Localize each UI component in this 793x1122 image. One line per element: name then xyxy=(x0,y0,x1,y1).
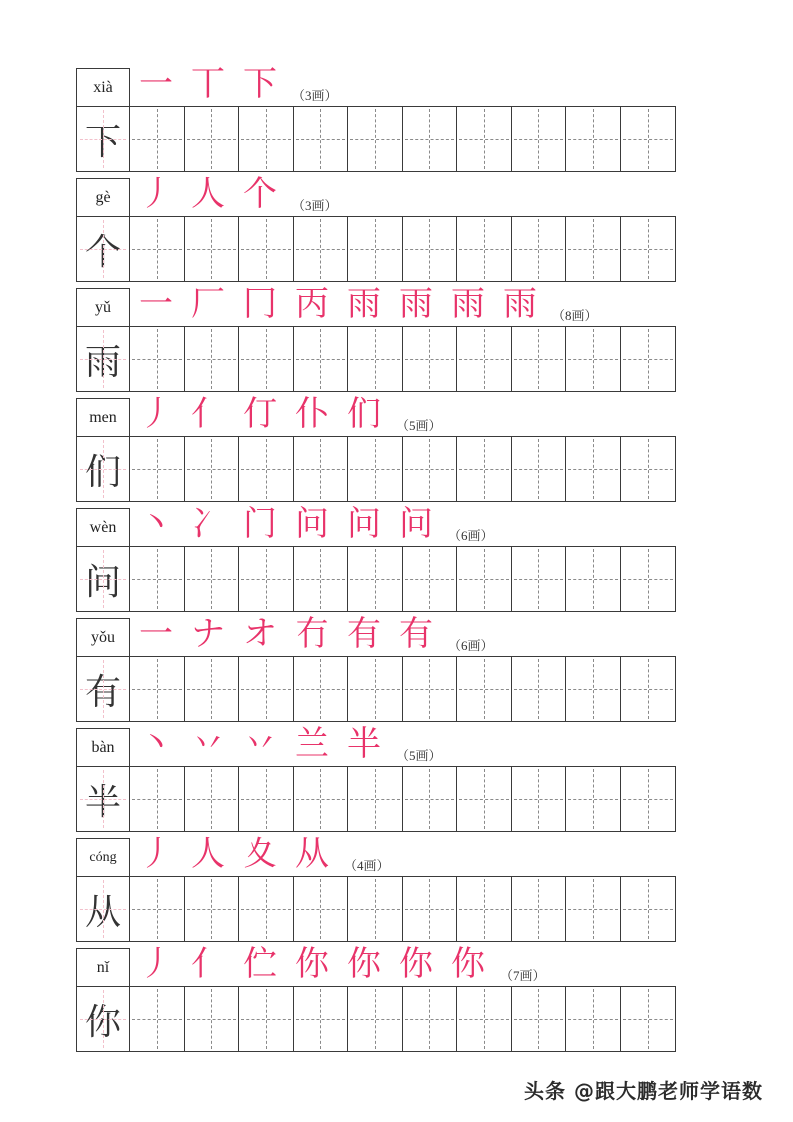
practice-cell[interactable] xyxy=(348,987,403,1051)
character-header-box xyxy=(76,398,130,502)
stroke-step: 你 xyxy=(295,944,329,984)
practice-cell[interactable] xyxy=(348,767,403,831)
practice-cell[interactable] xyxy=(566,657,621,721)
practice-cell[interactable] xyxy=(348,877,403,941)
stroke-step: 兰 xyxy=(295,724,329,764)
target-character: 问 xyxy=(77,547,129,611)
practice-cell[interactable] xyxy=(348,217,403,281)
pinyin-label: cóng xyxy=(77,839,129,877)
practice-cell[interactable] xyxy=(566,327,621,391)
practice-cell[interactable] xyxy=(403,107,458,171)
practice-grid xyxy=(130,216,676,282)
practice-cell[interactable] xyxy=(403,327,458,391)
stroke-step: 问 xyxy=(399,504,433,544)
stroke-step: 下 xyxy=(243,64,277,104)
stroke-order-strip xyxy=(130,390,442,438)
practice-cell[interactable] xyxy=(566,767,621,831)
practice-cell[interactable] xyxy=(239,107,294,171)
target-character: 从 xyxy=(77,877,129,941)
stroke-step: 从 xyxy=(295,834,329,874)
stroke-step: 雨 xyxy=(503,284,537,324)
pinyin-label: yǔ xyxy=(77,289,129,327)
practice-cell[interactable] xyxy=(185,107,240,171)
practice-cell[interactable] xyxy=(185,327,240,391)
character-header-box xyxy=(76,68,130,172)
practice-cell[interactable] xyxy=(457,107,512,171)
practice-cell[interactable] xyxy=(294,327,349,391)
stroke-step: 有 xyxy=(347,614,381,654)
target-character: 有 xyxy=(77,657,129,721)
practice-cell[interactable] xyxy=(512,547,567,611)
practice-cell[interactable] xyxy=(566,107,621,171)
pinyin-label: men xyxy=(77,399,129,437)
stroke-step: 丙 xyxy=(295,284,329,324)
practice-cell[interactable] xyxy=(130,877,185,941)
stroke-step: 丷 xyxy=(243,724,277,764)
stroke-step: 亻 xyxy=(191,394,225,434)
practice-cell[interactable] xyxy=(457,657,512,721)
practice-cell[interactable] xyxy=(185,547,240,611)
stroke-step: 伫 xyxy=(243,944,277,984)
character-practice-row xyxy=(76,64,676,176)
character-practice-row xyxy=(76,944,676,1056)
stroke-order-strip xyxy=(130,280,598,328)
practice-cell[interactable] xyxy=(185,657,240,721)
target-character: 个 xyxy=(77,217,129,281)
stroke-count-label: （6画） xyxy=(448,638,494,653)
practice-cell[interactable] xyxy=(130,217,185,281)
stroke-step: 丿 xyxy=(139,944,173,984)
practice-cell[interactable] xyxy=(621,107,676,171)
character-header-box xyxy=(76,618,130,722)
stroke-step: 丿 xyxy=(139,174,173,214)
character-practice-row xyxy=(76,504,676,616)
practice-cell[interactable] xyxy=(512,877,567,941)
stroke-step: 冫 xyxy=(191,504,225,544)
practice-cell[interactable] xyxy=(457,437,512,501)
practice-cell[interactable] xyxy=(512,767,567,831)
practice-cell[interactable] xyxy=(294,547,349,611)
practice-cell[interactable] xyxy=(294,987,349,1051)
practice-cell[interactable] xyxy=(621,217,676,281)
practice-cell[interactable] xyxy=(294,657,349,721)
practice-cell[interactable] xyxy=(566,877,621,941)
practice-cell[interactable] xyxy=(130,657,185,721)
practice-grid xyxy=(130,326,676,392)
practice-cell[interactable] xyxy=(185,437,240,501)
target-character: 雨 xyxy=(77,327,129,391)
character-header-box xyxy=(76,728,130,832)
stroke-count-label: （3画） xyxy=(292,88,338,103)
stroke-step: 门 xyxy=(243,504,277,544)
practice-cell[interactable] xyxy=(403,987,458,1051)
practice-cell[interactable] xyxy=(348,107,403,171)
practice-cell[interactable] xyxy=(348,547,403,611)
stroke-step: 个 xyxy=(243,174,277,214)
stroke-count-label: （6画） xyxy=(448,528,494,543)
practice-cell[interactable] xyxy=(403,217,458,281)
practice-cell[interactable] xyxy=(294,767,349,831)
stroke-order-strip xyxy=(130,60,338,108)
stroke-order-strip xyxy=(130,940,546,988)
practice-cell[interactable] xyxy=(566,987,621,1051)
practice-cell[interactable] xyxy=(512,987,567,1051)
stroke-order-strip xyxy=(130,720,442,768)
stroke-order-strip xyxy=(130,170,338,218)
stroke-step: 仆 xyxy=(295,394,329,434)
practice-cell[interactable] xyxy=(130,987,185,1051)
pinyin-label: yǒu xyxy=(77,619,129,657)
practice-cell[interactable] xyxy=(348,657,403,721)
watermark-text: 头条 @跟大鹏老师学语数 xyxy=(524,1079,763,1103)
practice-cell[interactable] xyxy=(403,877,458,941)
practice-cell[interactable] xyxy=(512,107,567,171)
stroke-step: ナ xyxy=(191,614,225,654)
practice-cell[interactable] xyxy=(294,217,349,281)
practice-cell[interactable] xyxy=(512,657,567,721)
stroke-step: 冇 xyxy=(295,614,329,654)
practice-cell[interactable] xyxy=(621,437,676,501)
practice-cell[interactable] xyxy=(239,877,294,941)
pinyin-label: nǐ xyxy=(77,949,129,987)
stroke-count-label: （8画） xyxy=(552,308,598,323)
practice-cell[interactable] xyxy=(621,657,676,721)
practice-cell[interactable] xyxy=(239,547,294,611)
stroke-step: 们 xyxy=(347,394,381,434)
pinyin-label: xià xyxy=(77,69,129,107)
stroke-step: 你 xyxy=(451,944,485,984)
practice-cell[interactable] xyxy=(403,657,458,721)
practice-cell[interactable] xyxy=(457,327,512,391)
practice-grid xyxy=(130,106,676,172)
character-header-box xyxy=(76,288,130,392)
stroke-step: 厂 xyxy=(191,284,225,324)
stroke-step: 冂 xyxy=(243,284,277,324)
practice-cell[interactable] xyxy=(239,217,294,281)
practice-cell[interactable] xyxy=(512,217,567,281)
stroke-step: 一 xyxy=(139,614,173,654)
stroke-step: 人 xyxy=(191,174,225,214)
stroke-step: 你 xyxy=(347,944,381,984)
practice-cell[interactable] xyxy=(294,437,349,501)
stroke-step: 半 xyxy=(347,724,381,764)
practice-cell[interactable] xyxy=(566,437,621,501)
practice-grid xyxy=(130,876,676,942)
practice-cell[interactable] xyxy=(239,657,294,721)
practice-cell[interactable] xyxy=(403,437,458,501)
practice-grid xyxy=(130,656,676,722)
practice-cell[interactable] xyxy=(239,987,294,1051)
stroke-count-label: （3画） xyxy=(292,198,338,213)
practice-cell[interactable] xyxy=(457,877,512,941)
practice-cell[interactable] xyxy=(621,767,676,831)
practice-grid xyxy=(130,436,676,502)
character-row-list xyxy=(76,64,676,1058)
stroke-step: 问 xyxy=(347,504,381,544)
character-practice-row xyxy=(76,394,676,506)
stroke-order-strip xyxy=(130,830,390,878)
practice-cell[interactable] xyxy=(457,217,512,281)
character-header-box xyxy=(76,838,130,942)
practice-cell[interactable] xyxy=(621,877,676,941)
stroke-step: 问 xyxy=(295,504,329,544)
practice-cell[interactable] xyxy=(185,987,240,1051)
stroke-step: 丅 xyxy=(191,64,225,104)
stroke-step: 一 xyxy=(139,284,173,324)
stroke-step: 雨 xyxy=(347,284,381,324)
stroke-step: 有 xyxy=(399,614,433,654)
stroke-step: 一 xyxy=(139,64,173,104)
stroke-step: 丷 xyxy=(191,724,225,764)
practice-cell[interactable] xyxy=(130,107,185,171)
practice-cell[interactable] xyxy=(621,547,676,611)
stroke-step: 仃 xyxy=(243,394,277,434)
target-character: 半 xyxy=(77,767,129,831)
practice-cell[interactable] xyxy=(621,987,676,1051)
practice-cell[interactable] xyxy=(621,327,676,391)
practice-cell[interactable] xyxy=(185,217,240,281)
practice-grid xyxy=(130,546,676,612)
practice-cell[interactable] xyxy=(403,767,458,831)
stroke-step: 丶 xyxy=(139,724,173,764)
stroke-order-strip xyxy=(130,500,494,548)
practice-cell[interactable] xyxy=(566,547,621,611)
pinyin-label: gè xyxy=(77,179,129,217)
stroke-count-label: （5画） xyxy=(396,748,442,763)
practice-cell[interactable] xyxy=(185,877,240,941)
stroke-step: 人 xyxy=(191,834,225,874)
stroke-step: 雨 xyxy=(399,284,433,324)
practice-cell[interactable] xyxy=(512,327,567,391)
stroke-step: 亻 xyxy=(191,944,225,984)
practice-cell[interactable] xyxy=(130,547,185,611)
target-character: 们 xyxy=(77,437,129,501)
practice-cell[interactable] xyxy=(294,877,349,941)
practice-cell[interactable] xyxy=(294,107,349,171)
practice-grid xyxy=(130,986,676,1052)
target-character: 下 xyxy=(77,107,129,171)
practice-cell[interactable] xyxy=(239,437,294,501)
character-practice-row xyxy=(76,174,676,286)
stroke-step: 夊 xyxy=(243,834,277,874)
character-header-box xyxy=(76,178,130,282)
character-practice-row xyxy=(76,834,676,946)
practice-cell[interactable] xyxy=(130,327,185,391)
stroke-step: 丿 xyxy=(139,394,173,434)
pinyin-label: wèn xyxy=(77,509,129,547)
pinyin-label: bàn xyxy=(77,729,129,767)
character-practice-row xyxy=(76,614,676,726)
stroke-step: 雨 xyxy=(451,284,485,324)
character-practice-row xyxy=(76,284,676,396)
character-header-box xyxy=(76,948,130,1052)
stroke-step: 你 xyxy=(399,944,433,984)
practice-cell[interactable] xyxy=(566,217,621,281)
practice-cell[interactable] xyxy=(185,767,240,831)
practice-cell[interactable] xyxy=(457,987,512,1051)
stroke-count-label: （7画） xyxy=(500,968,546,983)
stroke-order-strip xyxy=(130,610,494,658)
practice-cell[interactable] xyxy=(512,437,567,501)
stroke-step: 丶 xyxy=(139,504,173,544)
practice-cell[interactable] xyxy=(348,327,403,391)
stroke-step: オ xyxy=(243,614,277,654)
practice-cell[interactable] xyxy=(239,327,294,391)
practice-cell[interactable] xyxy=(130,767,185,831)
stroke-step: 丿 xyxy=(139,834,173,874)
character-practice-row xyxy=(76,724,676,836)
stroke-count-label: （5画） xyxy=(396,418,442,433)
target-character: 你 xyxy=(77,987,129,1051)
practice-cell[interactable] xyxy=(348,437,403,501)
practice-cell[interactable] xyxy=(239,767,294,831)
stroke-count-label: （4画） xyxy=(344,858,390,873)
practice-grid xyxy=(130,766,676,832)
practice-cell[interactable] xyxy=(457,547,512,611)
character-header-box xyxy=(76,508,130,612)
practice-cell[interactable] xyxy=(403,547,458,611)
practice-cell[interactable] xyxy=(130,437,185,501)
practice-cell[interactable] xyxy=(457,767,512,831)
